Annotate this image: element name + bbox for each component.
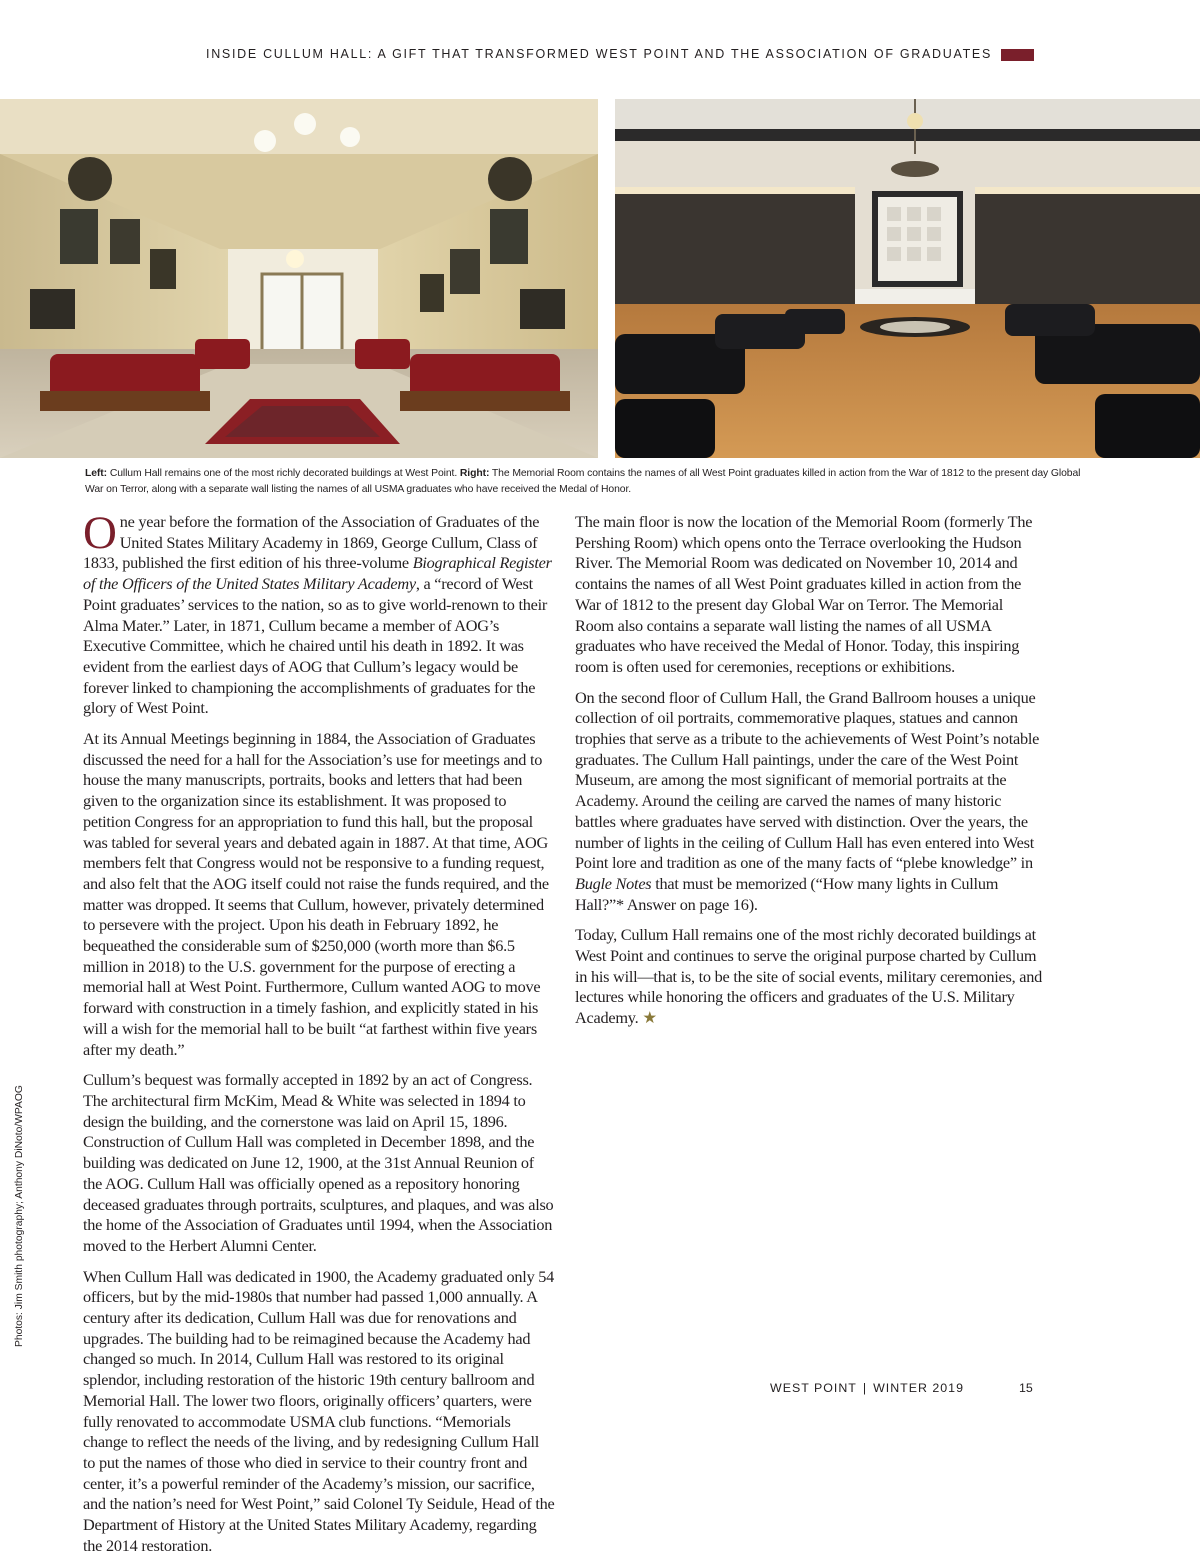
bugle-notes-title: Bugle Notes — [575, 873, 652, 893]
article-paragraph-4: When Cullum Hall was dedicated in 1900, the Academy graduated only 54 officers, but by the mid-1980s that number had passed 1,000 annually. A century after its dedication, Cullum Hall was due for renovations and upgrades. The building had to be reimagined because the Academy had changed so much. In 2014, Cullum Hall was restored to its original splendor, including restoration of the historic 19th century ballroom and Memorial Hall. The lower two floors, originally officers’ quarters, were fully renovated to accommodate USMA club functions. “Memorials change to reflect the needs of the living, and by redesigning Cullum Hall to put the names of those who died in service to their country front and center, it’s a powerful reminder of the Academy’s mission, our sacrifice, and the nation’s need for West Point,” said Colonel Ty Seidule, Head of the Department of History at the United States Military Academy, regarding the 2014 restoration. — [83, 1266, 555, 1555]
drop-cap: O — [83, 507, 117, 559]
end-star-icon: ★ — [642, 1008, 657, 1028]
article-paragraph-2: At its Annual Meetings beginning in 1884, the Association of Graduates discussed the need for a hall for the Association’s use for meetings and to house the many manuscripts, portraits, books and letters that had been given to the organization since its establishment. It was proposed to petition Congress for an appropriation to fund this hall, but the proposal was tabled for several years and debated again in 1887. At that time, AOG members felt that Congress would not be responsive to a funding request, and also felt that the AOG itself could not raise the funds required, and the matter was dropped. It seems that Cullum, however, privately determined to persevere with the project. Upon his death in February 1892, he bequeathed the considerable sum of $250,000 (worth more than $6.5 million in 2018) to the U.S. government for the purpose of erecting a memorial hall at West Point. Furthermore, Cullum wanted AOG to move forward with construction in a timely fashion, and explicitly stated in his will a wish for the memorial hall to be built “at farthest within five years after my death.” — [83, 729, 549, 1059]
biographical-register-title: Biographical Register of the Officers of the United States Military Academy — [83, 553, 552, 594]
running-header: INSIDE CULLUM HALL: A GIFT THAT TRANSFORMED WEST POINT AND THE ASSOCIATION OF GRADUATES — [206, 47, 992, 61]
photo-credit: Photos: Jim Smith photography; Anthony DiNoto/WPAOG — [14, 1085, 25, 1347]
caption-left-text: Cullum Hall remains one of the most richly decorated buildings at West Point. — [109, 468, 458, 479]
footer-publication: WEST POINT — [770, 1381, 857, 1395]
caption-left-label: Left: — [85, 468, 108, 479]
photo-caption — [85, 466, 1085, 498]
article-column-left — [83, 507, 555, 1566]
article-paragraph-1 — [83, 507, 555, 719]
caption-right-text: The Memorial Room contains the names of all West Point graduates killed in action from the War of 1812 to the present day Global War on Terror, along with a separate wall listing the names of all USMA graduates who have received the Medal of Honor. — [85, 468, 1081, 495]
memorial-room-photo — [615, 99, 1200, 458]
page-footer — [770, 1381, 964, 1395]
paragraph-1-lead: ne year before the formation of the Association of Graduates of the United States Military Academy in 1869, George Cullum, Class of 1833, published the first edition of his three-volume — [83, 512, 540, 573]
paragraph-6-lead: On the second floor of Cullum Hall, the Grand Ballroom houses a unique collection of oil portraits, commemorative plaques, statues and cannon trophies that serve as a tribute to the achievements of West Point’s notable graduates. The Cullum Hall paintings, under the care of the West Point Museum, are among the most significant of memorial portraits at the Academy. Around the ceiling are carved the names of many historic battles where graduates have served with distinction. Over the years, the number of lights in the ceiling of Cullum Hall has even entered into West Point lore and tradition as one of the many facts of “plebe knowledge” in — [575, 687, 1040, 873]
article-paragraph-5: The main floor is now the location of the Memorial Room (formerly The Pershing Room) which opens onto the Terrace overlooking the Hudson River. The Memorial Room was dedicated on November 10, 2014 and contains the names of all West Point graduates killed in action from the War of 1812 to the present day Global War on Terror. The Memorial Room also contains a separate wall listing the names of all USMA graduates who have received the Medal of Honor. Today, this inspiring room is often used for ceremonies, receptions or exhibitions. — [575, 512, 1033, 676]
footer-separator: | — [862, 1381, 868, 1395]
article-column-right — [575, 512, 1045, 1039]
page-number: 15 — [1019, 1381, 1033, 1395]
header-accent-bar — [1001, 49, 1034, 61]
cullum-hall-corridor-photo — [0, 99, 598, 458]
caption-right-label: Right: — [459, 468, 490, 479]
paragraph-1-rest: , a “record of West Point graduates’ services to the nation, so as to give world-renown to their Alma Mater.” Later, in 1871, Cullum became a member of AOG’s Executive Committee, which he chaired until his death in 1892. It was evident from the earliest days of AOG that Cullum’s legacy would be forever linked to championing the accomplishments of graduates for the glory of West Point. — [83, 574, 548, 718]
footer-issue: WINTER 2019 — [873, 1381, 964, 1395]
article-paragraph-7 — [575, 925, 1045, 1029]
paragraph-6-rest: that must be memorized (“How many lights in Cullum Hall?”* Answer on page 16). — [575, 873, 999, 914]
article-paragraph-6 — [575, 688, 1045, 916]
paragraph-7-text: Today, Cullum Hall remains one of the most richly decorated buildings at West Point and continues to serve the original purpose charted by Cullum in his will—that is, to be the site of social events, military ceremonies, and lectures while honoring the officers and graduates of the U.S. Military Academy. — [575, 925, 1043, 1028]
article-paragraph-3: Cullum’s bequest was formally accepted in 1892 by an act of Congress. The architectural firm McKim, Mead & White was selected in 1894 to design the building, and the cornerstone was laid on April 15, 1896. Construction of Cullum Hall was completed in December 1898, and the building was dedicated on June 12, 1900, at the 31st Annual Reunion of the AOG. Cullum Hall was officially opened as a repository honoring deceased graduates through portraits, sculptures, and plaques, and was also the home of the Association of Graduates until 1994, when the Association moved to the Herbert Alumni Center. — [83, 1070, 554, 1255]
